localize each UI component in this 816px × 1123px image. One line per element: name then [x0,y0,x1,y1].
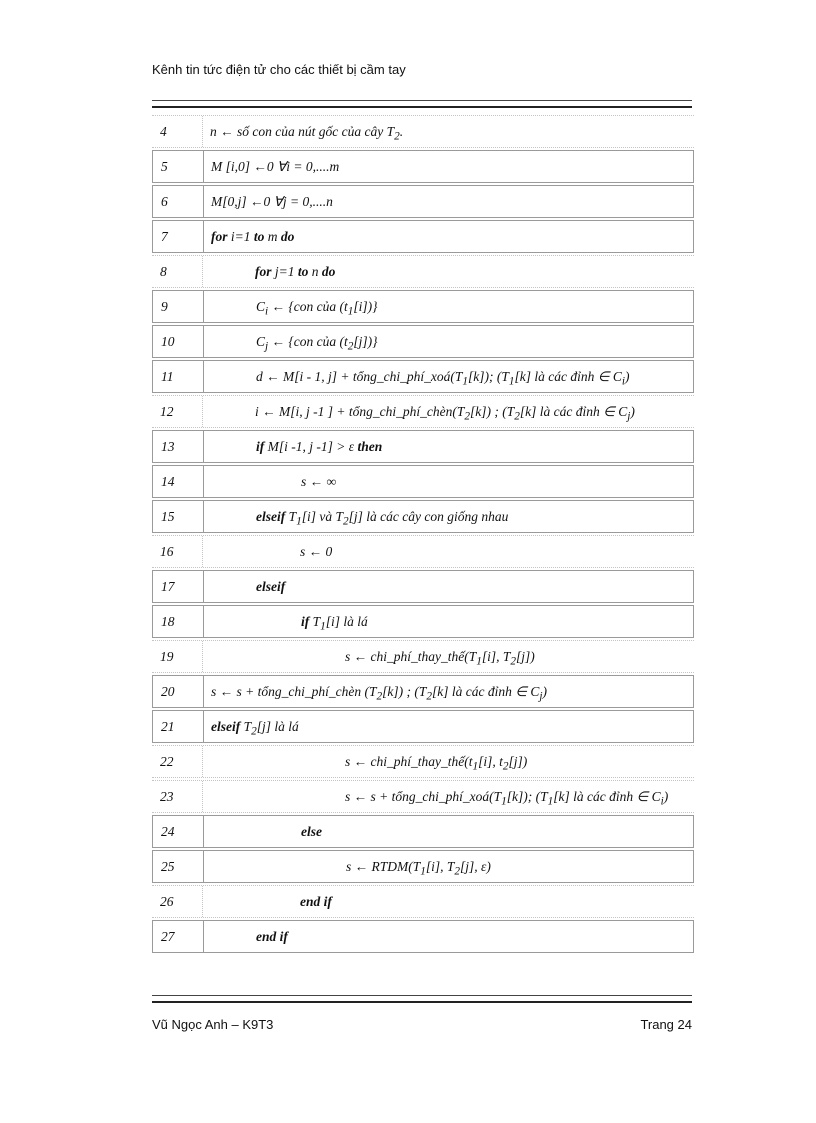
line-number: 8 [160,264,167,279]
column-divider [202,116,203,147]
footer-page-number: Trang 24 [640,1017,692,1032]
algorithm-row [152,325,694,358]
algorithm-row [152,570,694,603]
algorithm-table [152,115,694,953]
line-number: 19 [160,649,174,664]
algorithm-row [152,255,694,288]
column-divider [203,291,204,322]
algorithm-row [152,360,694,393]
line-number: 11 [161,369,174,384]
code-line: else [301,824,322,839]
algorithm-row [152,850,694,883]
code-line: s ← s + tổng_chi_phí_chèn $(T_2[k])$ ; ($T_2[k]$ là các đỉnh ∈ $C_j$) [211,684,547,703]
line-number: 5 [161,159,168,174]
algorithm-row [152,430,694,463]
column-divider [202,781,203,812]
column-divider [202,256,203,287]
algorithm-row [152,780,694,813]
code-line: elseif [256,579,286,594]
line-number: 21 [161,719,175,734]
footer-author: Vũ Ngọc Anh – K9T3 [152,1017,274,1032]
code-line: for j=1 to n do [255,264,336,279]
code-line: s ← $chi\_phí\_thay\_thế(t_1[i]$, $t_2[j]$) [345,754,528,773]
column-divider [203,816,204,847]
column-divider [202,746,203,777]
code-line: n ← số con của nút gốc của cây $T_2$. [210,124,404,143]
line-number: 20 [161,684,175,699]
line-number: 18 [161,614,175,629]
line-number: 10 [161,334,175,349]
algorithm-row [152,675,694,708]
code-line: end if [300,894,332,909]
line-number: 27 [161,929,175,944]
column-divider [202,886,203,917]
algorithm-row [152,535,694,568]
algorithm-row [152,605,694,638]
column-divider [203,151,204,182]
column-divider [202,641,203,672]
code-line: if $T_1[i]$ là lá [301,614,368,633]
column-divider [203,501,204,532]
algorithm-row [152,150,694,183]
code-line: s ← 0 [300,544,333,559]
page-header-title: Kênh tin tức điện tử cho các thiết bị cầm tay [152,62,406,77]
line-number: 15 [161,509,175,524]
algorithm-row [152,220,694,253]
column-divider [203,711,204,742]
algorithm-row [152,920,694,953]
code-line: $C_j$ ← {con của $(t_2[j])$} [256,334,378,353]
column-divider [203,466,204,497]
line-number: 26 [160,894,174,909]
line-number: 23 [160,789,174,804]
header-rule-thin [152,100,692,101]
code-line: elseif $T_1[i]$ và $T_2[j]$ là các cây con giống nhau [256,509,509,528]
code-line: end if [256,929,288,944]
column-divider [203,921,204,952]
header-rule-thick [152,106,692,108]
code-line: s ← $RTDM(T_1[i]$, $T_2[j]$, ε) [346,859,491,878]
line-number: 16 [160,544,174,559]
line-number: 6 [161,194,168,209]
line-number: 24 [161,824,175,839]
code-line: d ← M[i - 1, $j] + tổng\_chi\_phí\_xoá(T_1[k])$; ($T_1[k]$ là các đỉnh ∈ $C_i$) [256,369,630,388]
algorithm-row [152,290,694,323]
algorithm-row [152,185,694,218]
column-divider [203,606,204,637]
code-line: i ← M[i, j -1 ] + $tổng\_chi\_phí\_chèn(T_2[k])$ ; ($T_2[k]$ là các đỉnh ∈ $C_j$) [255,404,635,423]
column-divider [202,396,203,427]
code-line: M [i,0] ←0 ∀i = 0,....m [211,159,340,174]
line-number: 17 [161,579,175,594]
column-divider [202,536,203,567]
line-number: 13 [161,439,175,454]
code-line: $C_i$ ← {con của $(t_1[i])$} [256,299,378,318]
column-divider [203,221,204,252]
column-divider [203,851,204,882]
line-number: 4 [160,124,167,139]
algorithm-row [152,815,694,848]
algorithm-row [152,710,694,743]
column-divider [203,326,204,357]
column-divider [203,571,204,602]
algorithm-row [152,465,694,498]
code-line: elseif $T_2[j]$ là lá [211,719,299,738]
line-number: 22 [160,754,174,769]
line-number: 12 [160,404,174,419]
code-line: if M[i -1, j -1] > ε then [256,439,383,454]
column-divider [203,361,204,392]
code-line: s ← ∞ [301,474,337,489]
column-divider [203,186,204,217]
code-line: M[0,j] ←0 ∀j = 0,....n [211,194,333,209]
code-line: for i=1 to m do [211,229,295,244]
algorithm-row [152,115,694,148]
code-line: s ← $chi\_phí\_thay\_thế(T_1[i]$, $T_2[j]$) [345,649,535,668]
line-number: 7 [161,229,168,244]
column-divider [203,676,204,707]
footer-rule-thin [152,995,692,996]
column-divider [203,431,204,462]
footer-rule-thick [152,1001,692,1003]
code-line: s ← $s + tổng\_chi\_phí\_xoá(T_1[k])$; ($T_1[k]$ là các đỉnh ∈ $C_i$) [345,789,669,808]
line-number: 14 [161,474,175,489]
line-number: 9 [161,299,168,314]
algorithm-row [152,745,694,778]
algorithm-row [152,395,694,428]
line-number: 25 [161,859,175,874]
algorithm-row [152,500,694,533]
algorithm-row [152,640,694,673]
algorithm-row [152,885,694,918]
